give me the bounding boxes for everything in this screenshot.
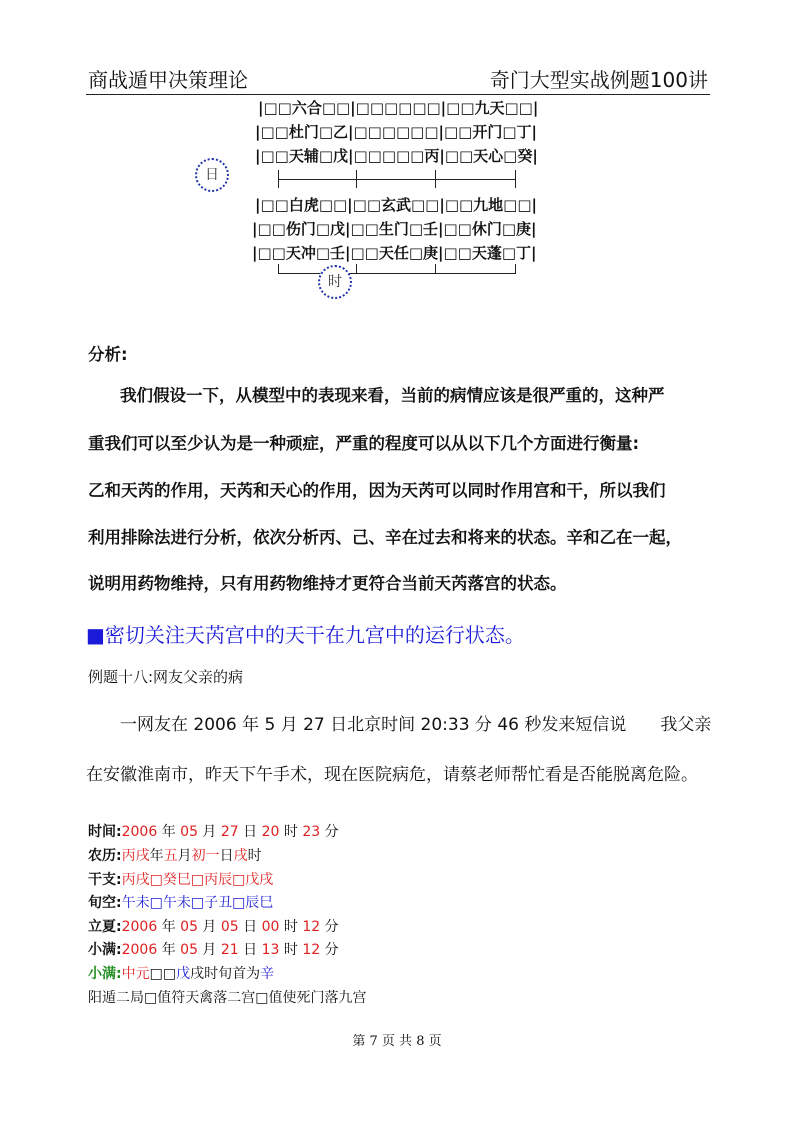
chart-tick [435, 170, 436, 188]
info-lunar [88, 845, 262, 865]
value: 初一 [191, 848, 220, 864]
chart-tick [356, 170, 357, 188]
unit: 月 [197, 824, 221, 840]
page-footer: 第 7 页 共 8 页 [352, 1034, 442, 1049]
header-right: 奇门大型实战例题100讲 [489, 68, 708, 92]
unit: 分 [320, 824, 339, 840]
value: 戌 [233, 848, 248, 864]
analysis-line: 乙和天芮的作用，天芮和天心的作用，因为天芮可以同时作用宫和干，所以我们 [88, 481, 666, 500]
chart-tick [278, 264, 279, 274]
example-title: 例题十八:网友父亲的病 [88, 668, 244, 686]
analysis-line: 重我们可以至少认为是一种顽症，严重的程度可以从以下几个方面进行衡量: [88, 434, 640, 453]
unit: 月 [197, 942, 221, 958]
value: 丙戌□癸巳□丙辰□戊戌 [121, 872, 274, 888]
value: 2006 [121, 919, 158, 935]
info-lixia [88, 916, 339, 936]
analysis-line: 说明用药物维持，只有用药物维持才更符合当前天芮落宫的状态。 [88, 574, 567, 593]
header-rule [86, 94, 710, 95]
chart-divider [278, 179, 516, 180]
value: 午未□午未□子丑□辰巳 [121, 895, 274, 911]
chart-bottom [278, 273, 516, 274]
unit: 年 [157, 942, 181, 958]
value: 20 [261, 824, 280, 840]
unit: 日 [219, 848, 234, 864]
value: 辛 [260, 966, 275, 982]
highlight-heading: ■密切关注天芮宫中的天干在九宫中的运行状态。 [86, 623, 525, 647]
unit: 日 [238, 942, 262, 958]
value: 00 [261, 919, 280, 935]
hour-marker: 时 [318, 265, 352, 299]
unit: 年 [157, 824, 181, 840]
value: 23 [302, 824, 321, 840]
unit: 时 [247, 848, 262, 864]
value: 12 [302, 942, 321, 958]
text: 戌时旬首为 [190, 966, 261, 982]
unit: 日 [238, 919, 262, 935]
value: 05 [180, 824, 198, 840]
value: 2006 [121, 824, 158, 840]
label: 小满: [88, 942, 122, 958]
label: 小满: [88, 966, 122, 982]
header-left: 商战遁甲决策理论 [88, 68, 248, 92]
day-marker: 日 [195, 158, 229, 192]
value: 12 [302, 919, 321, 935]
unit: 时 [279, 824, 303, 840]
label: 农历: [88, 848, 122, 864]
unit: 时 [279, 942, 303, 958]
example-line: 一网友在 2006 年 5 月 27 日北京时间 20:33 分 46 秒发来短信说 我父亲 [120, 715, 712, 735]
label: 时间: [88, 824, 122, 840]
chart-row: |□□天辅□戊|□□□□□丙|□□天心□癸| [255, 147, 538, 165]
value: 21 [220, 942, 239, 958]
info-xiaoman [88, 939, 339, 959]
chart-row: |□□杜门□乙|□□□□□□|□□开门□丁| [255, 123, 537, 141]
unit: 年 [157, 919, 181, 935]
chart-row: |□□天冲□壬|□□天任□庚|□□天蓬□丁| [252, 244, 537, 262]
chart-tick [435, 264, 436, 274]
info-yuan [88, 963, 274, 983]
info-xunkong [88, 892, 273, 912]
value: 13 [261, 942, 280, 958]
info-ju: 阳遁二局□值符天禽落二宫□值使死门落九宫 [88, 990, 367, 1006]
chart-row: |□□白虎□□|□□玄武□□|□□九地□□| [255, 196, 537, 214]
analysis-line: 利用排除法进行分析，依次分析丙、己、辛在过去和将来的状态。辛和乙在一起， [88, 528, 682, 547]
value: 中元 [121, 966, 150, 982]
value: 丙戌 [121, 848, 150, 864]
analysis-title: 分析: [88, 345, 128, 364]
chart-tick [278, 170, 279, 188]
value: 27 [220, 824, 239, 840]
value: 05 [180, 919, 198, 935]
analysis-line: 我们假设一下，从模型中的表现来看，当前的病情应该是很严重的，这种严 [120, 386, 665, 405]
label: 干支: [88, 872, 122, 888]
unit: 日 [238, 824, 262, 840]
unit: 时 [279, 919, 303, 935]
unit: 分 [320, 942, 339, 958]
value: 05 [180, 942, 198, 958]
value: 2006 [121, 942, 158, 958]
unit: 月 [177, 848, 192, 864]
label: 旬空: [88, 895, 122, 911]
info-time [88, 821, 339, 841]
chart-row: |□□伤门□戊|□□生门□壬|□□休门□庚| [252, 220, 537, 238]
chart-row: |□□六合□□|□□□□□□|□□九天□□| [258, 99, 539, 117]
info-ganzhi [88, 869, 273, 889]
chart-tick [515, 170, 516, 188]
chart-tick [356, 264, 357, 274]
label: 立夏: [88, 919, 122, 935]
unit: 月 [197, 919, 221, 935]
chart-tick [515, 264, 516, 274]
example-line: 在安徽淮南市，昨天下午手术，现在医院病危，请蔡老师帮忙看是否能脱离危险。 [86, 765, 698, 785]
value: 戊 [176, 966, 191, 982]
unit: 分 [320, 919, 339, 935]
value: 五 [163, 848, 178, 864]
unit: 年 [149, 848, 164, 864]
text: □□ [149, 966, 177, 982]
value: 05 [220, 919, 239, 935]
